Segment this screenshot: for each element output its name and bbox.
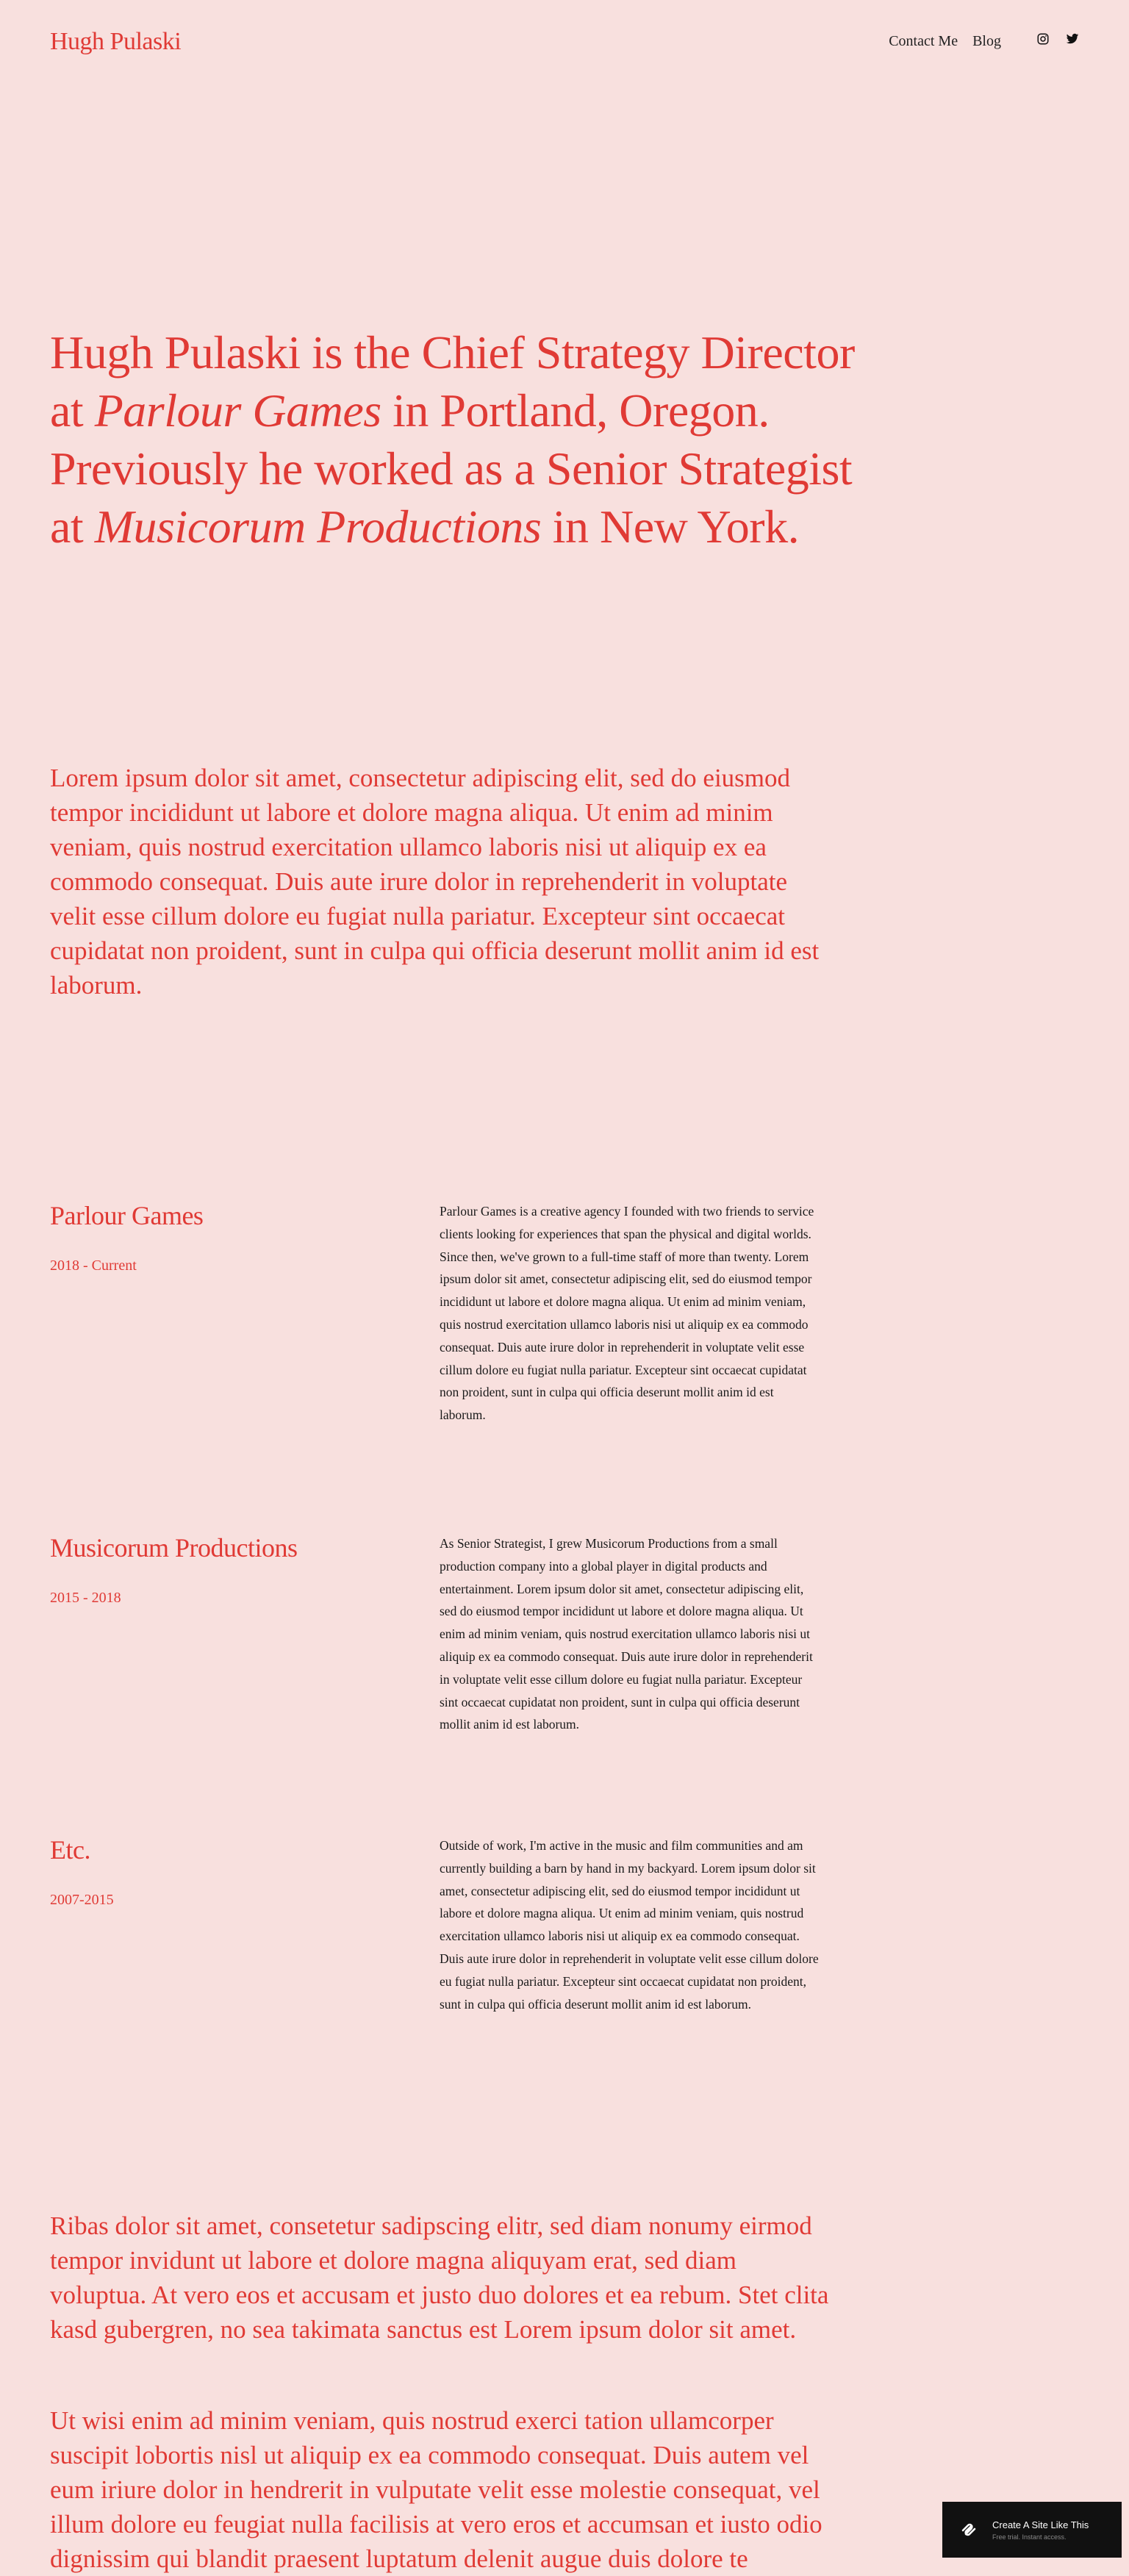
badge-subtitle: Free trial. Instant access. bbox=[992, 2533, 1067, 2541]
badge-text bbox=[992, 2519, 1089, 2541]
job-dates: 2007-2015 bbox=[50, 1892, 114, 1908]
badge-title: Create A Site Like This bbox=[992, 2519, 1089, 2530]
hero-company-parlour: Parlour Games bbox=[94, 384, 381, 437]
social-links bbox=[1036, 32, 1079, 50]
outro-paragraph-2: Ut wisi enim ad minim veniam, quis nostrud exerci tation ullamcorper suscipit lobortis nisl ut aliquip ex ea commodo consequat. Duis autem vel eum iriure dolor in hendrerit in vulputate velit esse molestie consequat, vel illum dolore eu feugiat nulla facilisis at vero eros et accumsan et iusto odio dignissim qui blandit praesent luptatum delenit augue duis dolore te bbox=[50, 2406, 822, 2573]
hero-text-1: Hugh Pulaski is the Chief Strategy Director at bbox=[50, 326, 855, 437]
site-title-link[interactable]: Hugh Pulaski bbox=[50, 28, 182, 55]
hero-text-3: in New York. bbox=[541, 501, 800, 553]
instagram-icon[interactable] bbox=[1036, 32, 1050, 50]
create-site-badge[interactable] bbox=[942, 2502, 1122, 2558]
site-header bbox=[0, 0, 1129, 88]
squarespace-logo-icon bbox=[958, 2519, 979, 2540]
job-description: Parlour Games is a creative agency I founded with two friends to service clients looking for experiences that span the physical and digital worlds. Since then, we've grown to a full-time staff of more than twenty. Lorem ipsum dolor sit amet, consectetur adipiscing elit, sed do eiusmod tempor incididunt ut labore et dolore magna aliqua. Ut enim ad minim veniam, quis nostrud exercitation ullamco laboris nisi ut aliquip ex ea commodo consequat. Duis aute irure dolor in reprehenderit in voluptate velit esse cillum dolore eu fugiat nulla pariatur. Excepteur sint occaecat cupidatat non proident, sunt in culpa qui officia deserunt mollit anim id est laborum. bbox=[440, 1204, 814, 1423]
intro-paragraph: Lorem ipsum dolor sit amet, consectetur adipiscing elit, sed do eiusmod tempor incididunt ut labore et dolore magna aliqua. Ut enim ad minim veniam, quis nostrud exercitation ullamco laboris nisi ut aliquip ex ea commodo consequat. Duis aute irure dolor in reprehenderit in voluptate velit esse cillum dolore eu fugiat nulla pariatur. Excepteur sint occaecat cupidatat non proident, sunt in culpa qui officia deserunt mollit anim id est laborum. bbox=[50, 764, 820, 1000]
hero-company-musicorum: Musicorum Productions bbox=[94, 501, 542, 553]
job-description: Outside of work, I'm active in the music and film communities and am currently building a barn by hand in my backyard. Lorem ipsum dolor sit amet, consectetur adipiscing elit, sed do eiusmod tempor incididunt ut labore et dolore magna aliqua. Ut enim ad minim veniam, quis nostrud exercitation ullamco laboris nisi ut aliquip ex ea commodo consequat. Duis aute irure dolor in reprehenderit in voluptate velit esse cillum dolore eu fugiat nulla pariatur. Excepteur sint occaecat cupidatat non proident, sunt in culpa qui officia deserunt mollit anim id est laborum. bbox=[440, 1838, 819, 2012]
nav-blog-link[interactable]: Blog bbox=[972, 32, 1001, 49]
hero-text-2: in Portland, Oregon. Previously he worked as a Senior Strategist at bbox=[50, 384, 853, 553]
main-nav bbox=[889, 32, 1079, 50]
twitter-icon[interactable] bbox=[1066, 32, 1079, 50]
outro-paragraph-1: Ribas dolor sit amet, consetetur sadipscing elitr, sed diam nonumy eirmod tempor invidunt ut labore et dolore magna aliquyam erat, sed diam voluptua. At vero eos et accusam et justo duo dolores et ea rebum. Stet clita kasd gubergren, no sea takimata sanctus est Lorem ipsum dolor sit amet. bbox=[50, 2211, 829, 2344]
job-title: Musicorum Productions bbox=[50, 1533, 298, 1563]
job-dates: 2015 - 2018 bbox=[50, 1590, 121, 1606]
job-title: Parlour Games bbox=[50, 1201, 204, 1230]
job-dates: 2018 - Current bbox=[50, 1257, 137, 1274]
hero-heading bbox=[50, 323, 873, 556]
job-description: As Senior Strategist, I grew Musicorum Productions from a small production company into a global player in digital products and entertainment. Lorem ipsum dolor sit amet, consectetur adipiscing elit, sed do eiusmod tempor incididunt ut labore et dolore magna aliqua. Ut enim ad minim veniam, quis nostrud exercitation ullamco laboris nisi ut aliquip ex ea commodo consequat. Duis aute irure dolor in reprehenderit in voluptate velit esse cillum dolore eu fugiat nulla pariatur. Excepteur sint occaecat cupidatat non proident, sunt in culpa qui officia deserunt mollit anim id est laborum. bbox=[440, 1536, 813, 1732]
nav-contact-link[interactable]: Contact Me bbox=[889, 32, 958, 49]
job-title: Etc. bbox=[50, 1835, 90, 1865]
